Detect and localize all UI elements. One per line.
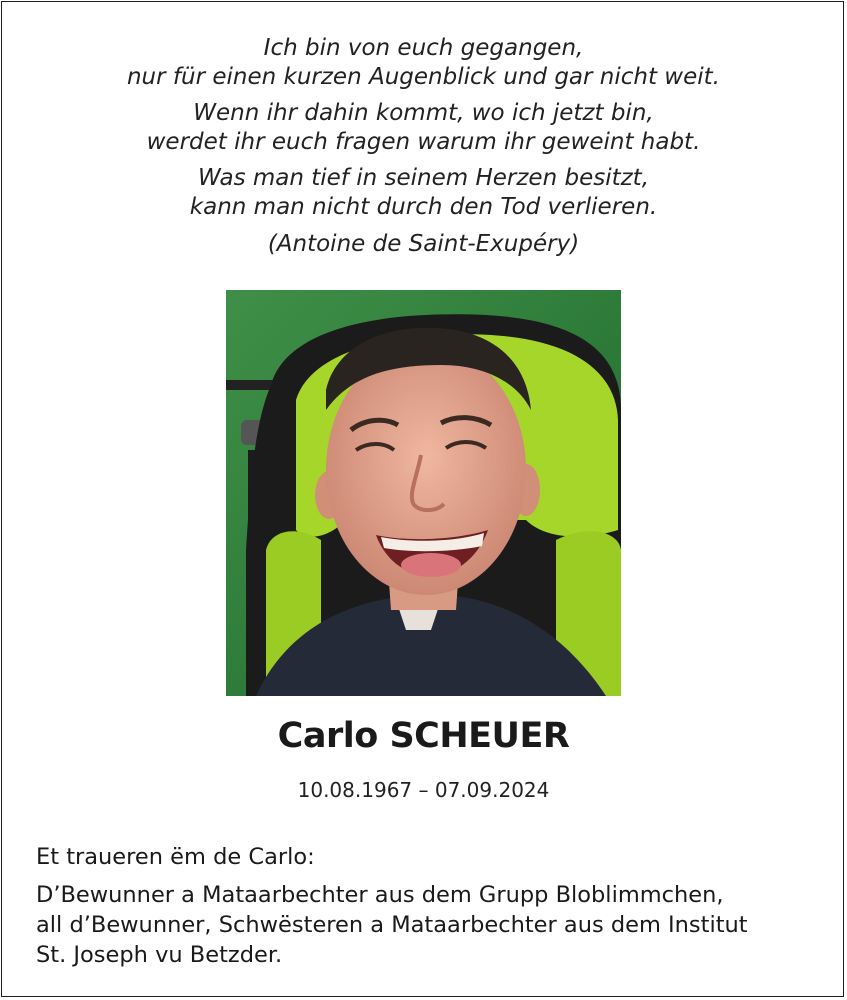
poem-line: kann man nicht durch den Tod verlieren. xyxy=(189,194,658,220)
poem-stanza xyxy=(0,164,847,222)
mourners-line: all d’Bewunner, Schwësteren a Mataarbechter aus dem Institut xyxy=(36,912,748,938)
mourners-section xyxy=(36,842,826,970)
poem-attribution: (Antoine de Saint-Exupéry) xyxy=(267,231,580,257)
poem-line: nur für einen kurzen Augenblick und gar nicht weit. xyxy=(126,64,720,90)
poem-line: Was man tief in seinem Herzen besitzt, xyxy=(197,165,650,191)
poem-stanza xyxy=(0,34,847,92)
portrait-photo xyxy=(226,290,621,696)
mourners-line: D’Bewunner a Mataarbechter aus dem Grupp Bloblimmchen, xyxy=(36,882,724,908)
portrait-illustration xyxy=(226,290,621,696)
poem-line: werdet ihr euch fragen warum ihr geweint habt. xyxy=(146,129,701,155)
poem-stanza xyxy=(0,99,847,157)
deceased-name: Carlo SCHEUER xyxy=(277,716,570,756)
poem-line: Ich bin von euch gegangen, xyxy=(263,35,584,61)
tongue xyxy=(401,553,461,577)
mourners-line: St. Joseph vu Betzder. xyxy=(36,942,283,968)
life-dates: 10.08.1967 – 07.09.2024 xyxy=(297,778,550,802)
poem-line: Wenn ihr dahin kommt, wo ich jetzt bin, xyxy=(193,100,654,126)
poem xyxy=(0,34,847,259)
mourners-intro: Et traueren ëm de Carlo: xyxy=(36,844,315,870)
